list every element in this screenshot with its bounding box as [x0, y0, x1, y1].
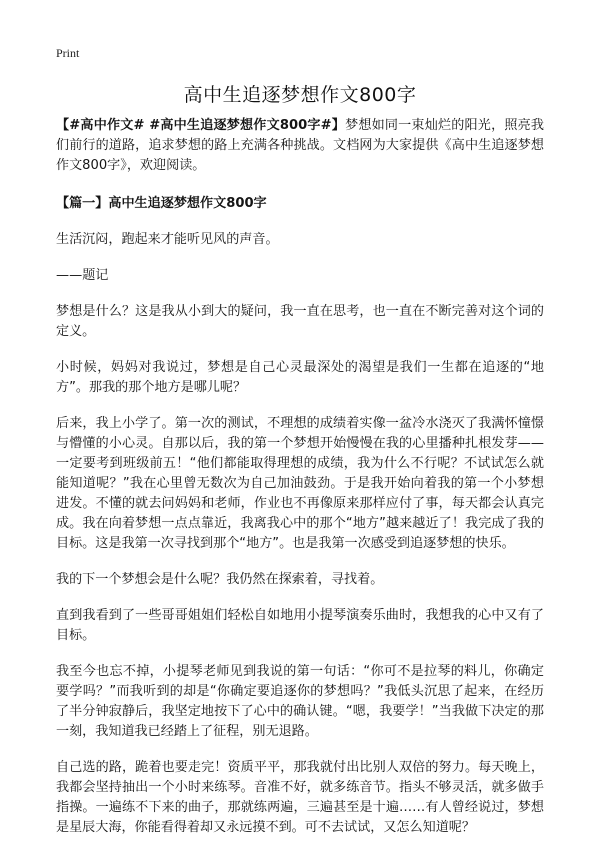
paragraph: 我的下一个梦想会是什么呢？我仍然在探索着，寻找着。 [56, 572, 384, 587]
paragraph: 我至今也忘不掉，小提琴老师见到我说的第一句话：“你可不是拉琴的料儿，你确定要学吗？”而我听到的却是“你确定要追逐你的梦想吗？”我低头沉思了起来，在经历了半分钟寂静后，我坚定地按下了心中的确认键。“嗯，我要学！”当我做下决定的那一刻，我知道我已经踏上了征程，别无退路。 [56, 664, 544, 739]
paragraph: 直到我看到了一些哥哥姐姐们轻松自如地用小提琴演奏乐曲时，我想我的心中又有了目标。 [56, 608, 544, 643]
section-heading: 【篇一】高中生追逐梦想作文800字 [56, 196, 267, 211]
paragraph: 小时候，妈妈对我说过，梦想是自己心灵最深处的渴望是我们一生都在追逐的“地方”。那我的那个地方是哪儿呢？ [56, 360, 544, 395]
intro-tag: 【#高中作文# #高中生追逐梦想作文800字#】 [56, 118, 346, 133]
intro-paragraph [56, 116, 544, 176]
paragraph: ——题记 [56, 268, 109, 283]
page-title: 高中生追逐梦想作文800字 [183, 84, 417, 106]
intro-text: 梦想如同一束灿烂的阳光，照亮我们前行的道路，追求梦想的路上充满各种挑战。文档网为大家提供《高中生追逐梦想作文800字》，欢迎阅读。 [56, 118, 544, 173]
paragraph: 后来，我上小学了。第一次的测试，不理想的成绩着实像一盆冷水浇灭了我满怀憧憬与懵懂的小心灵。自那以后，我的第一个梦想开始慢慢在我的心里播种扎根发芽——一定要考到班级前五！“他们都能取得理想的成绩，我为什么不行呢？不试试怎么就能知道呢？”我在心里曾无数次为自己加油鼓劲。于是我开始向着我的第一个小梦想进发。不懂的就去问妈妈和老师，作业也不再像原来那样应付了事，每天都会认真完成。我在向着梦想一点点靠近，我离我心中的那个“地方”越来越近了！我完成了我的目标。这是我第一次寻找到那个“地方”。也是我第一次感受到追逐梦想的快乐。 [56, 416, 544, 551]
paragraph: 梦想是什么？这是我从小到大的疑问，我一直在思考，也一直在不断完善对这个词的定义。 [56, 304, 544, 339]
paragraph: 生活沉闷，跑起来才能听见风的声音。 [56, 232, 279, 247]
article-body [56, 116, 544, 854]
paragraph: 自己选的路，跪着也要走完！资质平平，那我就付出比别人双倍的努力。每天晚上，我都会坚持抽出一个小时来练琴。音准不好，就多练音节。指头不够灵活，就多做手指操。一遍练不下来的曲子，那就练两遍，三遍甚至是十遍……有人曾经说过，梦想是星辰大海，你能看得着却又永远摸不到。可不去试试，又怎么知道呢？ [56, 760, 544, 835]
print-label[interactable]: Print [56, 46, 80, 60]
